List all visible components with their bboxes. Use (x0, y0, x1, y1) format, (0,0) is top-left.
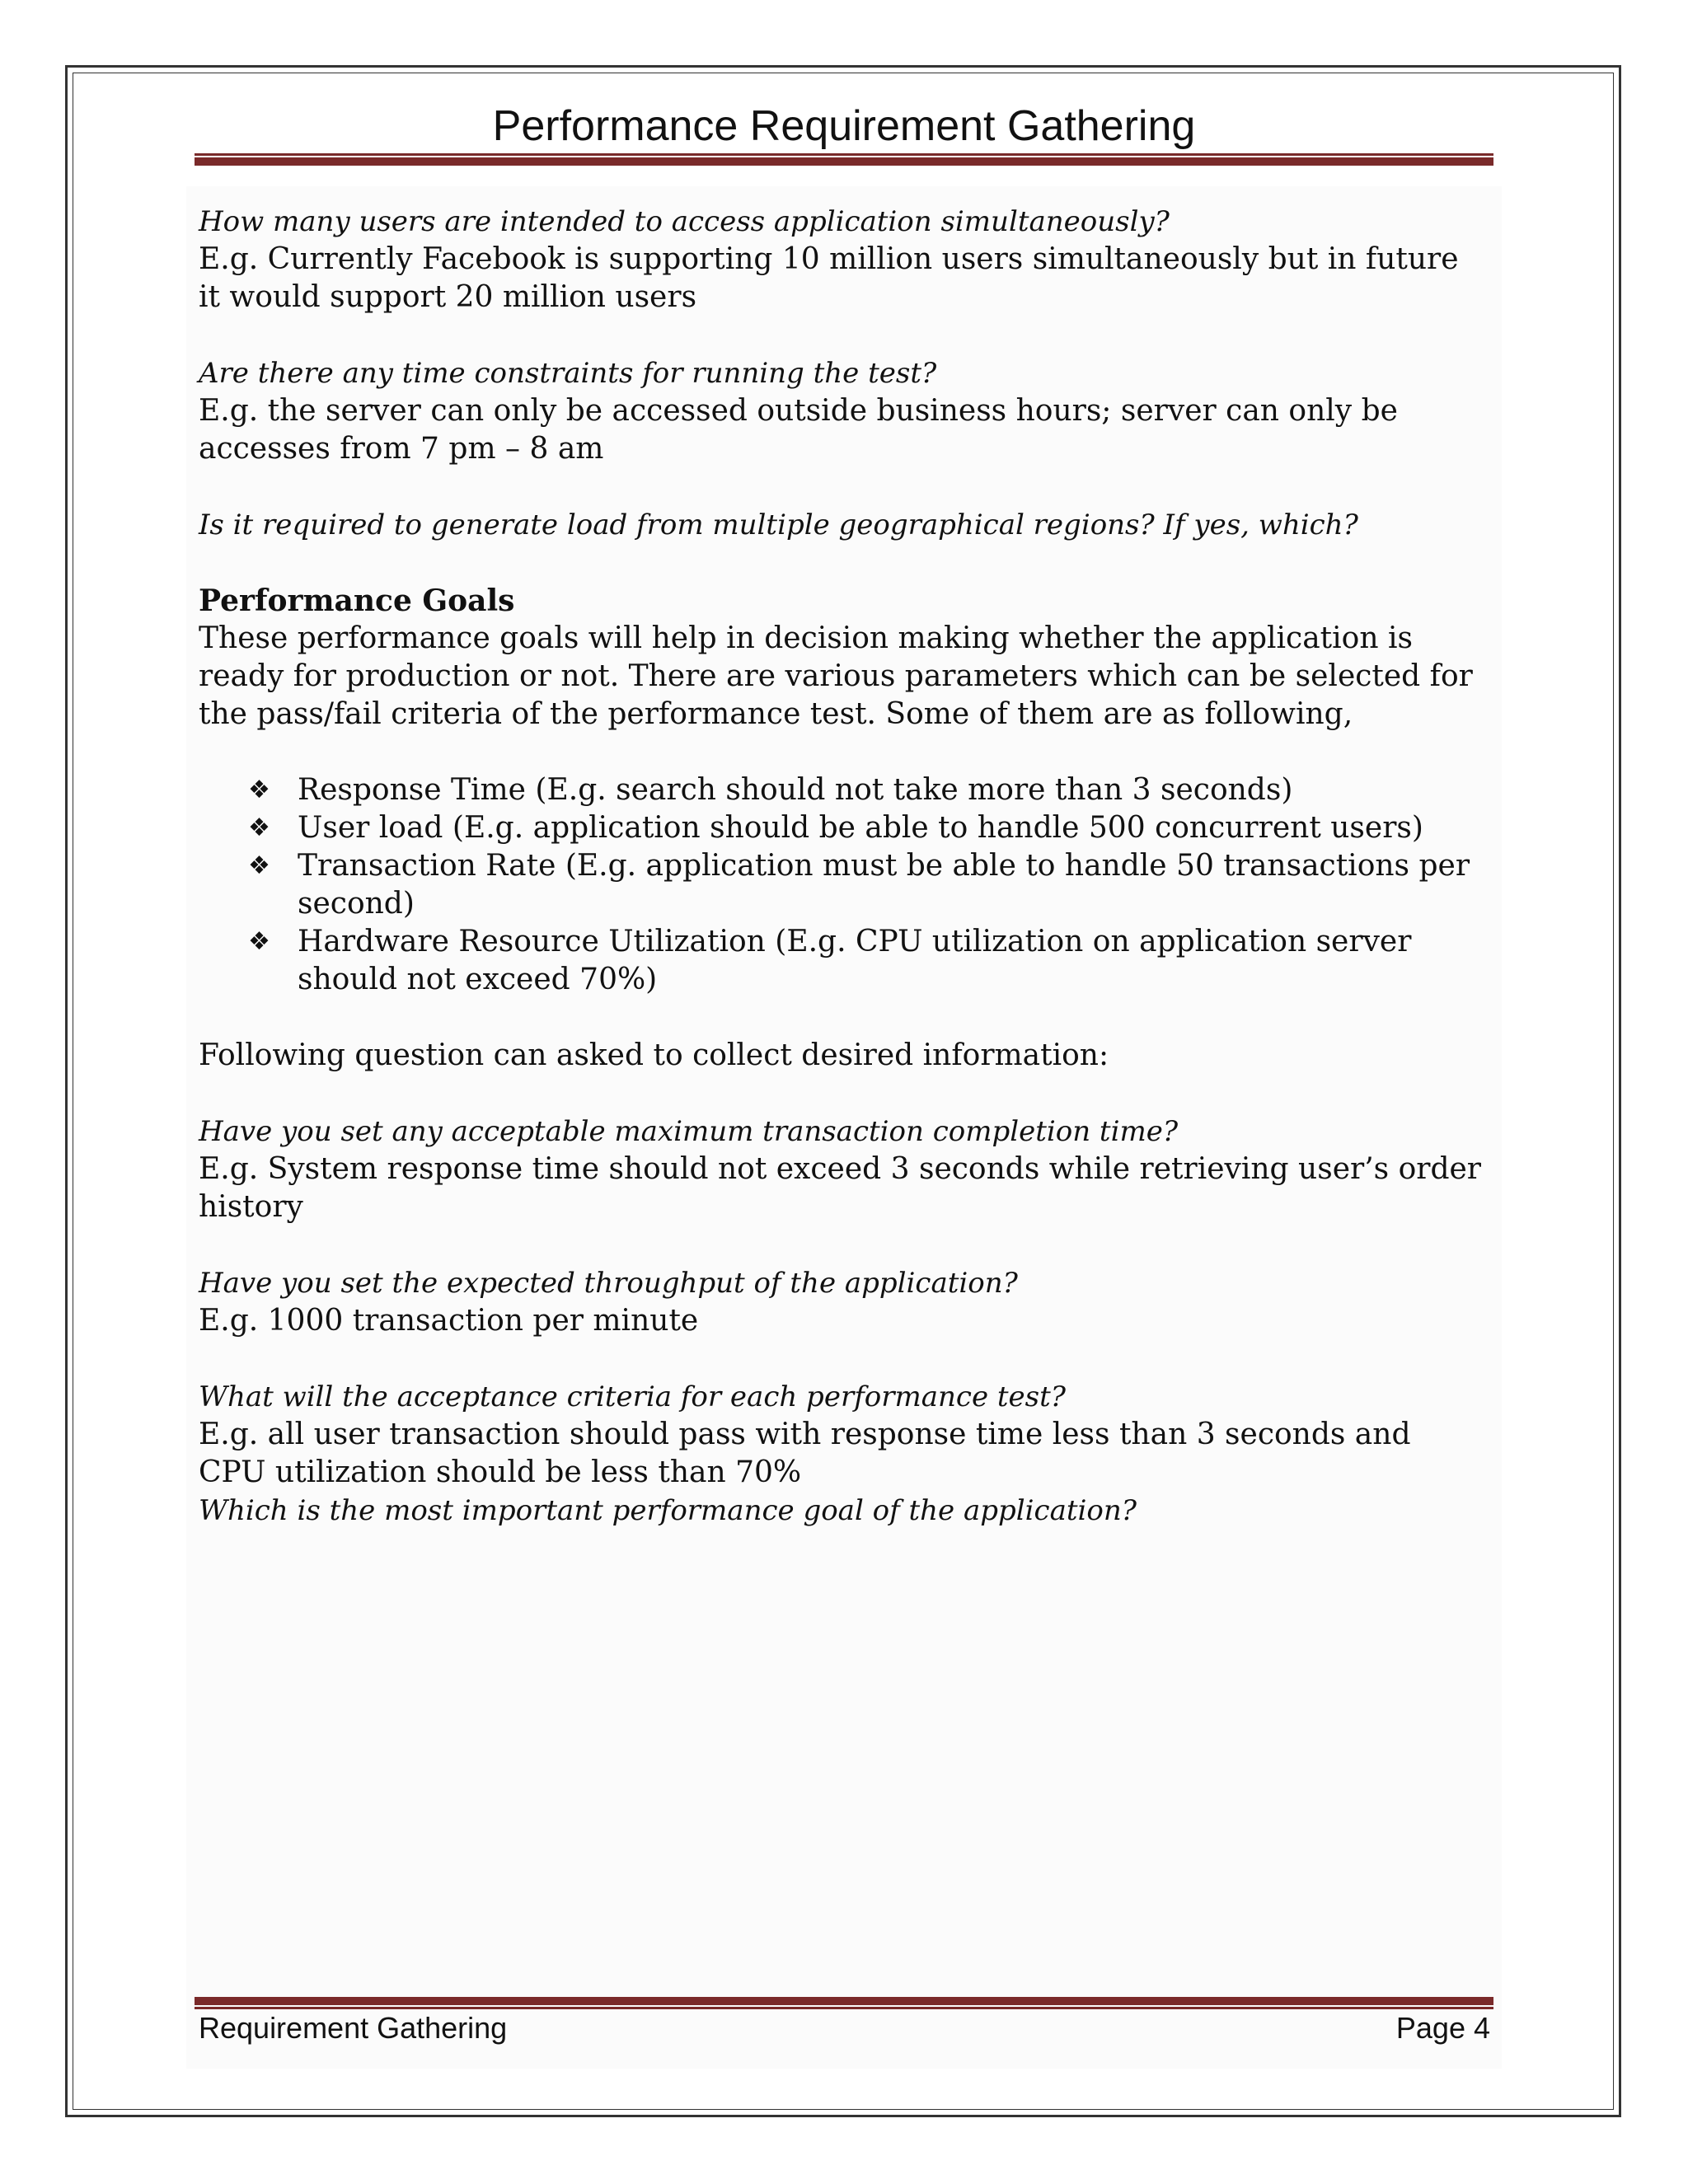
spacer (199, 733, 1484, 771)
page-title: Performance Requirement Gathering (492, 102, 1196, 150)
list-item (199, 771, 1484, 809)
document-body (199, 203, 1484, 1530)
spacer (199, 999, 1484, 1037)
answer-max-time: E.g. System response time should not exceed 3 seconds while retrieving user’s order history (199, 1152, 1482, 1224)
spacer (199, 1340, 1484, 1378)
goal-text: Response Time (E.g. search should not take more than 3 seconds) (298, 773, 1293, 807)
footer-document-title: Requirement Gathering (199, 2011, 508, 2045)
footer-page-number: Page 4 (1395, 2011, 1490, 2045)
goal-text: Hardware Resource Utilization (E.g. CPU utilization on application server should not exceed 70%) (298, 925, 1412, 996)
header-rule-thick (195, 157, 1493, 166)
question-acceptance: What will the acceptance criteria for each performance test? (199, 1380, 1067, 1413)
spacer (199, 468, 1484, 506)
question-time: Are there any time constraints for running the test? (199, 357, 937, 390)
spacer (199, 544, 1484, 582)
performance-goals-intro: These performance goals will help in decision making whether the application is ready for production or not. There are various parameters which can be selected for the pass/fail criteria of the performance test. Some of them are as following, (199, 621, 1473, 731)
answer-time: E.g. the server can only be accessed outside business hours; server can only be accesses from 7 pm – 8 am (199, 394, 1398, 466)
answer-acceptance: E.g. all user transaction should pass with response time less than 3 seconds and CPU utilization should be less than 70% (199, 1418, 1411, 1489)
list-item (199, 847, 1484, 923)
question-max-time: Have you set any acceptable maximum transaction completion time? (199, 1115, 1179, 1148)
diamond-bullet-icon: ❖ (248, 776, 270, 804)
answer-throughput: E.g. 1000 transaction per minute (199, 1304, 699, 1338)
diamond-bullet-icon: ❖ (248, 851, 270, 880)
following-question-text: Following question can asked to collect desired information: (199, 1038, 1109, 1072)
answer-users: E.g. Currently Facebook is supporting 10 million users simultaneously but in future it would support 20 million users (199, 242, 1459, 314)
goal-text: Transaction Rate (E.g. application must be able to handle 50 transactions per second) (298, 849, 1470, 921)
goals-list (199, 771, 1484, 999)
list-item (199, 809, 1484, 847)
header-rule-thin (195, 153, 1493, 156)
footer-rule-thick (195, 1997, 1493, 2005)
goal-text: User load (E.g. application should be able to handle 500 concurrent users) (298, 811, 1423, 845)
spacer (199, 1226, 1484, 1264)
spacer (199, 316, 1484, 354)
spacer (199, 1075, 1484, 1113)
diamond-bullet-icon: ❖ (248, 813, 270, 842)
diamond-bullet-icon: ❖ (248, 927, 270, 956)
list-item (199, 923, 1484, 999)
performance-goals-heading: Performance Goals (199, 583, 515, 618)
question-important-goal: Which is the most important performance goal of the application? (199, 1494, 1137, 1527)
question-users: How many users are intended to access application simultaneously? (199, 205, 1170, 238)
question-regions: Is it required to generate load from multiple geographical regions? If yes, which? (199, 509, 1358, 541)
question-throughput: Have you set the expected throughput of the application? (199, 1267, 1018, 1300)
